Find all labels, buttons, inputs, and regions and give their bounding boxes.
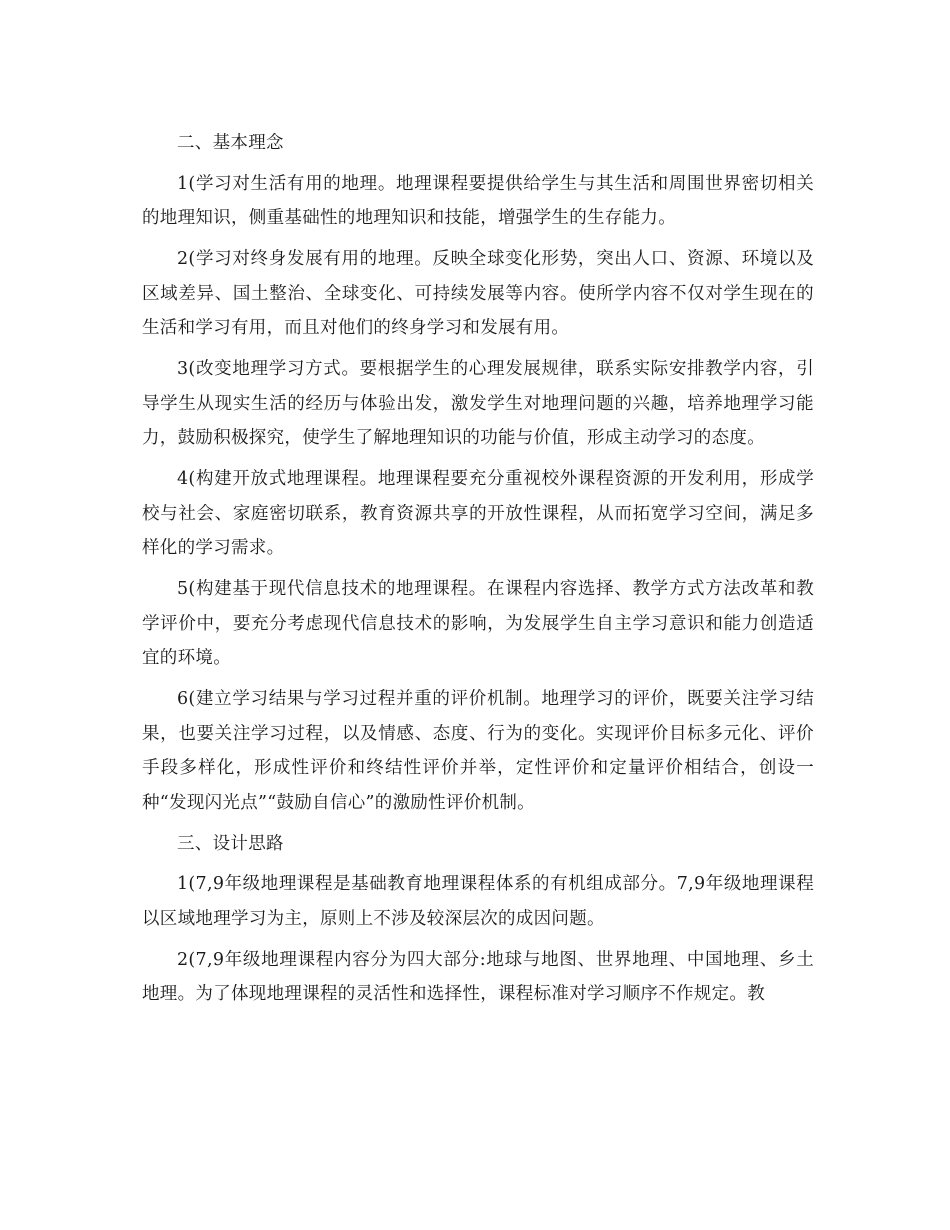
paragraph-design-2: 2(7,9年级地理课程内容分为四大部分:地球与地图、世界地理、中国地理、乡土地理。为了体现地理课程的灵活性和选择性，课程标准对学习顺序不作规定。教 xyxy=(142,949,814,1005)
paragraph-concept-5: 5(构建基于现代信息技术的地理课程。在课程内容选择、教学方式方法改革和教学评价中，要充分考虑现代信息技术的影响，为发展学生自主学习意识和能力创造适宜的环境。 xyxy=(142,579,814,669)
paragraph-concept-2: 2(学习对终身发展有用的地理。反映全球变化形势，突出人口、资源、环境以及区域差异、国土整治、全球变化、可持续发展等内容。使所学内容不仅对学生现在的生活和学习有用，而且对他们的终身学习和发展有用。 xyxy=(142,249,814,339)
paragraph-concept-3: 3(改变地理学习方式。要根据学生的心理发展规律，联系实际安排教学内容，引导学生从现实生活的经历与体验出发，激发学生对地理问题的兴趣，培养地理学习能力，鼓励积极探究，使学生了解地理知识的功能与价值，形成主动学习的态度。 xyxy=(142,359,814,449)
paragraph-concept-6: 6(建立学习结果与学习过程并重的评价机制。地理学习的评价，既要关注学习结果，也要关注学习过程，以及情感、态度、行为的变化。实现评价目标多元化、评价手段多样化，形成性评价和终结性评价并举，定性评价和定量评价相结合，创设一种“发现闪光点”“鼓励自信心”的激励性评价机制。 xyxy=(142,689,814,813)
paragraph-concept-4: 4(构建开放式地理课程。地理课程要充分重视校外课程资源的开发利用，形成学校与社会、家庭密切联系，教育资源共享的开放性课程，从而拓宽学习空间，满足多样化的学习需求。 xyxy=(142,469,814,559)
document-body xyxy=(142,126,814,1018)
paragraph-design-1: 1(7,9年级地理课程是基础教育地理课程体系的有机组成部分。7,9年级地理课程以区域地理学习为主，原则上不涉及较深层次的成因问题。 xyxy=(142,874,814,929)
section-heading-basic-concepts: 二、基本理念 xyxy=(177,133,284,153)
section-heading-design-ideas: 三、设计思路 xyxy=(177,833,284,854)
paragraph-concept-1: 1(学习对生活有用的地理。地理课程要提供给学生与其生活和周围世界密切相关的地理知识，侧重基础性的地理知识和技能，增强学生的生存能力。 xyxy=(142,173,814,229)
